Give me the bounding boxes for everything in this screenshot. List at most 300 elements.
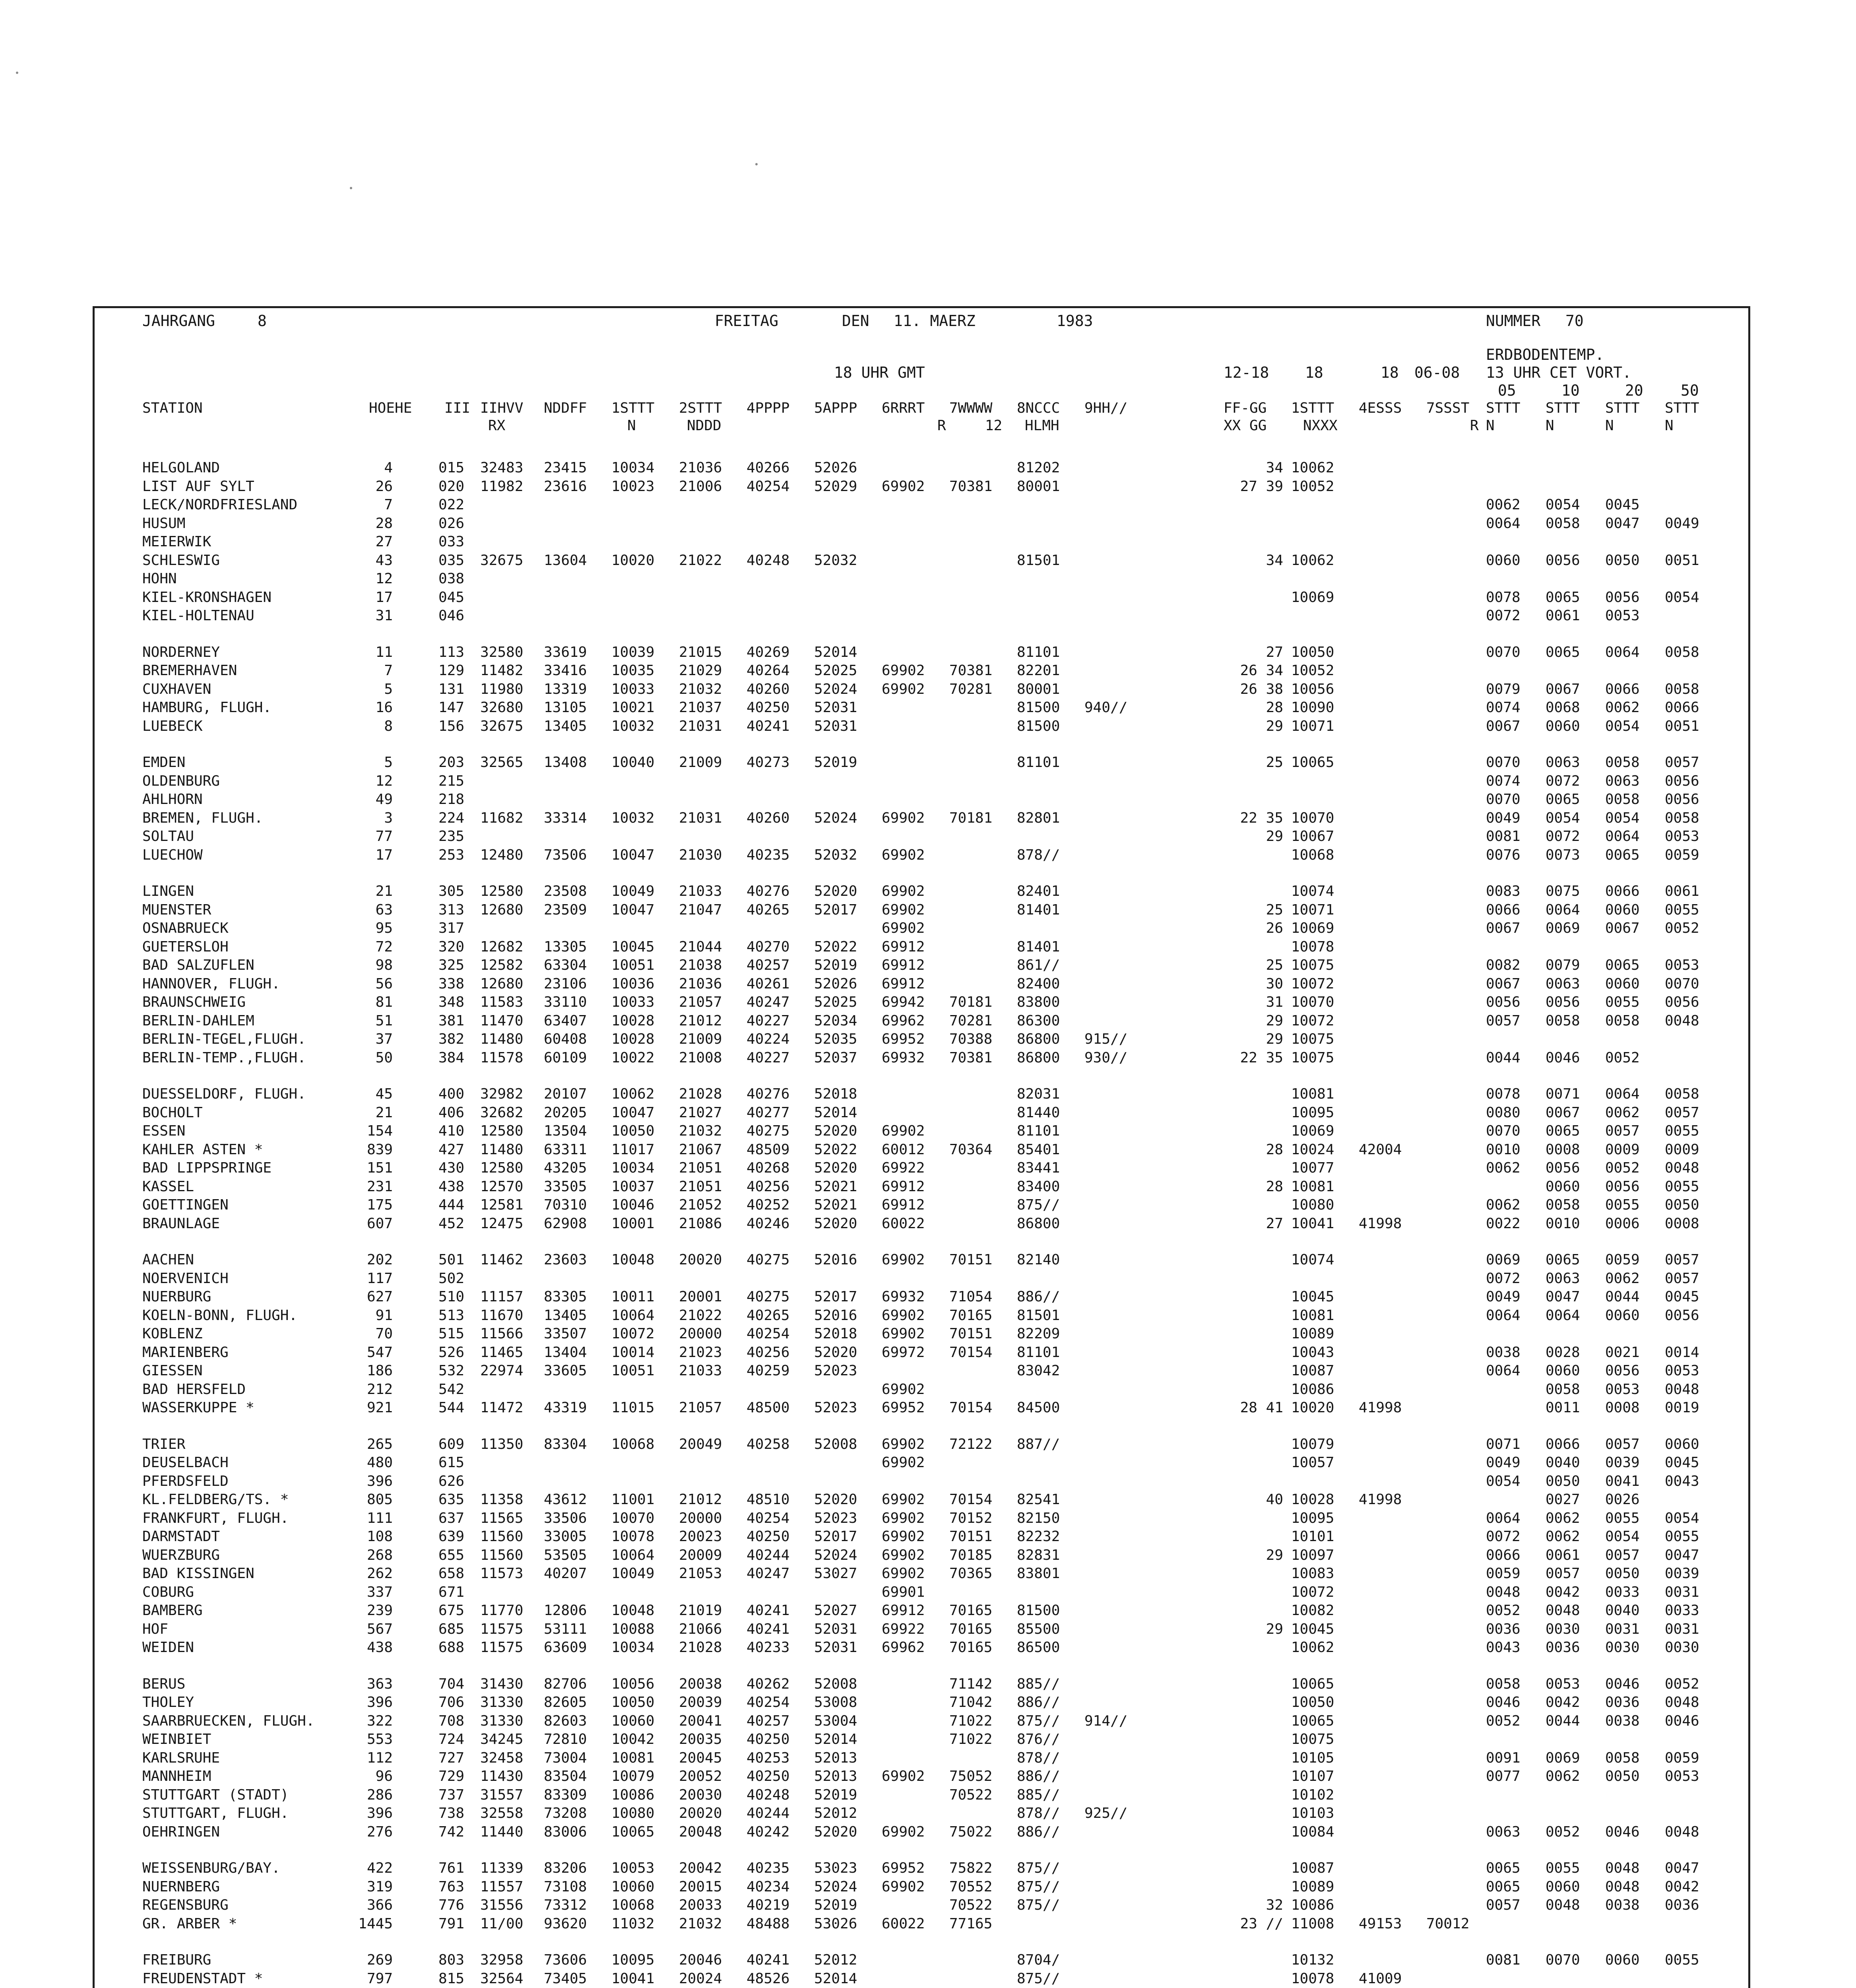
cell-station: COBURG: [142, 1584, 194, 1600]
table-row: [95, 1270, 1748, 1287]
cell-4pppp: 40246: [747, 1215, 790, 1232]
cell-ff-gg: 40: [1266, 1491, 1283, 1508]
cell-6rrrt: 69922: [882, 1621, 925, 1637]
cell-4pppp: 40256: [747, 1344, 790, 1361]
cell-sttt-10: 0063: [1546, 975, 1580, 992]
cell-iii: 513: [438, 1307, 464, 1324]
cell-sttt-50: 0058: [1665, 1086, 1699, 1102]
cell-2sttt: 20042: [679, 1860, 722, 1876]
cell-4pppp: 40253: [747, 1749, 790, 1766]
cell-5appp: 52024: [814, 681, 857, 697]
cell-iii: 038: [438, 571, 464, 587]
cell-4pppp: 40256: [747, 1178, 790, 1195]
cell-hoehe: 111: [367, 1510, 393, 1526]
cell-sttt-20: 0033: [1605, 1584, 1640, 1600]
cell-iihvv: 31330: [480, 1694, 524, 1710]
cell-sttt-05: 0036: [1486, 1621, 1520, 1637]
table-row: [95, 920, 1748, 937]
cell-sttt-50: 0053: [1665, 1363, 1699, 1379]
cell-station: WEISSENBURG/BAY.: [142, 1860, 280, 1876]
cell-ff-gg: 23 //: [1240, 1915, 1283, 1932]
cell-8nccc: 86300: [1017, 1012, 1060, 1029]
cell-station: ESSEN: [142, 1123, 186, 1139]
cell-5appp: 52013: [814, 1768, 857, 1784]
cell-station: NORDERNEY: [142, 644, 220, 660]
cell-5appp: 52021: [814, 1178, 857, 1195]
cell-1sttt-b: 10075: [1291, 1731, 1334, 1747]
table-row: [95, 1878, 1748, 1896]
cell-sttt-20: 0064: [1605, 1086, 1640, 1102]
cell-hoehe: 276: [367, 1823, 393, 1840]
cell-6rrrt: 69902: [882, 1326, 925, 1342]
sub-6rrrt: R: [937, 417, 946, 434]
cell-iii: 724: [438, 1731, 464, 1747]
cell-iihvv: 11575: [480, 1621, 524, 1637]
cell-sttt-50: 0019: [1665, 1400, 1699, 1416]
cell-sttt-10: 0048: [1546, 1602, 1580, 1619]
cell-8nccc: 85401: [1017, 1141, 1060, 1158]
cell-hoehe: 322: [367, 1712, 393, 1729]
cell-sttt-10: 0075: [1546, 883, 1580, 899]
cell-ff-gg: 29: [1266, 1621, 1283, 1637]
cell-iihvv: 31556: [480, 1897, 524, 1913]
table-row: [95, 975, 1748, 993]
cell-iihvv: 11980: [480, 681, 524, 697]
cell-iii: 235: [438, 828, 464, 845]
cell-iihvv: 11670: [480, 1307, 524, 1324]
cell-1sttt-b: 10075: [1291, 957, 1334, 973]
cell-2sttt: 21030: [679, 846, 722, 863]
cell-2sttt: 20045: [679, 1749, 722, 1766]
cell-sttt-20: 0053: [1605, 608, 1640, 624]
cell-sttt-10: 0066: [1546, 1436, 1580, 1452]
cell-sttt-10: 0062: [1546, 1510, 1580, 1526]
cell-iihvv: 11480: [480, 1031, 524, 1047]
cell-7wwww: 70364: [949, 1141, 993, 1158]
cell-1sttt-b: 10081: [1291, 1307, 1334, 1324]
cell-sttt-20: 0067: [1605, 920, 1640, 936]
cell-station: FREIBURG: [142, 1952, 211, 1968]
cell-iii: 046: [438, 608, 464, 624]
cell-7wwww: 70154: [949, 1400, 993, 1416]
cell-iii: 803: [438, 1952, 464, 1968]
cell-1sttt: 10047: [611, 846, 655, 863]
table-row: [95, 478, 1748, 495]
cell-1sttt-b: 10081: [1291, 1086, 1334, 1102]
cell-1sttt-b: 10065: [1291, 1712, 1334, 1729]
sub-2sttt: NDDD: [687, 417, 721, 434]
cell-nddff: 13504: [544, 1123, 587, 1139]
cell-ff-gg: 32: [1266, 1897, 1283, 1913]
col-sttt-05: STTT: [1486, 400, 1520, 416]
cell-8nccc: 81101: [1017, 1344, 1060, 1361]
cell-5appp: 52025: [814, 994, 857, 1010]
cell-sttt-20: 0058: [1605, 754, 1640, 771]
cell-sttt-10: 0065: [1546, 644, 1580, 660]
cell-5appp: 52022: [814, 938, 857, 955]
cell-1sttt: 10022: [611, 1049, 655, 1066]
cell-sttt-20: 0050: [1605, 552, 1640, 569]
table-row: [95, 1805, 1748, 1822]
cell-6rrrt: 69902: [882, 1878, 925, 1895]
cell-8nccc: 81101: [1017, 754, 1060, 771]
cell-sttt-05: 0079: [1486, 681, 1520, 697]
cell-6rrrt: 69922: [882, 1160, 925, 1176]
cell-2sttt: 21015: [679, 644, 722, 660]
cell-1sttt: 10039: [611, 644, 655, 660]
cell-sttt-10: 0057: [1546, 1565, 1580, 1582]
table-row: [95, 1454, 1748, 1472]
cell-hoehe: 154: [367, 1123, 393, 1139]
cell-1sttt: 10014: [611, 1344, 655, 1361]
cell-sttt-50: 0058: [1665, 644, 1699, 660]
cell-nddff: 83006: [544, 1823, 587, 1840]
jahrgang-value: 8: [258, 312, 267, 330]
cell-7wwww: 70165: [949, 1307, 993, 1324]
cell-9hh: 915//: [1084, 1031, 1128, 1047]
cell-sttt-20: 0060: [1605, 1307, 1640, 1324]
cell-6rrrt: 69962: [882, 1012, 925, 1029]
cell-4pppp: 40227: [747, 1049, 790, 1066]
cell-1sttt: 10070: [611, 1510, 655, 1526]
cell-iihvv: 32565: [480, 754, 524, 771]
cell-8nccc: 81501: [1017, 552, 1060, 569]
cell-2sttt: 20039: [679, 1694, 722, 1710]
cell-sttt-10: 0073: [1546, 846, 1580, 863]
cell-1sttt-b: 10057: [1291, 1454, 1334, 1471]
cell-hoehe: 26: [375, 478, 393, 495]
cell-sttt-10: 0055: [1546, 1860, 1580, 1876]
cell-5appp: 52020: [814, 883, 857, 899]
cell-hoehe: 7: [384, 497, 393, 513]
depth-05: 05: [1498, 382, 1516, 399]
cell-ff-gg: 28: [1266, 1141, 1283, 1158]
cell-4pppp: 40250: [747, 1731, 790, 1747]
table-row: [95, 699, 1748, 716]
cell-sttt-10: 0069: [1546, 1749, 1580, 1766]
cell-iihvv: 11565: [480, 1510, 524, 1526]
cell-6rrrt: 60022: [882, 1215, 925, 1232]
cell-5appp: 52017: [814, 901, 857, 918]
cell-sttt-20: 0057: [1605, 1547, 1640, 1563]
cell-ff-gg: 29: [1266, 718, 1283, 734]
cell-hoehe: 5: [384, 754, 393, 771]
cell-sttt-10: 0046: [1546, 1049, 1580, 1066]
cell-station: GUETERSLOH: [142, 938, 229, 955]
cell-4pppp: 40244: [747, 1547, 790, 1563]
cell-sttt-50: 0061: [1665, 883, 1699, 899]
table-row: [95, 1031, 1748, 1048]
cell-1sttt: 10051: [611, 957, 655, 973]
cell-1sttt-b: 10097: [1291, 1547, 1334, 1563]
cell-nddff: 63304: [544, 957, 587, 973]
cell-2sttt: 20009: [679, 1547, 722, 1563]
cell-station: BREMERHAVEN: [142, 662, 237, 679]
cell-4pppp: 40234: [747, 1878, 790, 1895]
cell-8nccc: 886//: [1017, 1768, 1060, 1784]
cell-iii: 609: [438, 1436, 464, 1452]
cell-hoehe: 21: [375, 883, 393, 899]
cell-sttt-20: 0064: [1605, 644, 1640, 660]
cell-nddff: 73108: [544, 1878, 587, 1895]
cell-1sttt: 10033: [611, 681, 655, 697]
cell-nddff: 43319: [544, 1400, 587, 1416]
cell-4pppp: 40265: [747, 1307, 790, 1324]
cell-2sttt: 21027: [679, 1104, 722, 1121]
cell-sttt-20: 0055: [1605, 1510, 1640, 1526]
cell-sttt-10: 0065: [1546, 791, 1580, 808]
cell-station: STUTTGART (STADT): [142, 1786, 289, 1803]
cell-hoehe: 16: [375, 699, 393, 716]
cell-sttt-05: 0065: [1486, 1878, 1520, 1895]
cell-hoehe: 396: [367, 1805, 393, 1821]
cell-sttt-05: 0072: [1486, 1528, 1520, 1545]
cell-1sttt-b: 10074: [1291, 883, 1334, 899]
cell-4pppp: 40219: [747, 1897, 790, 1913]
sub-ff-gg: XX GG: [1224, 417, 1267, 434]
table-row: [95, 1049, 1748, 1067]
cell-8nccc: 81401: [1017, 938, 1060, 955]
cell-7wwww: 70281: [949, 1012, 993, 1029]
cell-sttt-20: 0055: [1605, 1197, 1640, 1213]
cell-sttt-10: 0065: [1546, 1252, 1580, 1268]
cell-2sttt: 21008: [679, 1049, 722, 1066]
cell-1sttt-b: 10020: [1291, 1400, 1334, 1416]
sub-7wwww: 12: [985, 417, 1003, 434]
cell-hoehe: 268: [367, 1547, 393, 1563]
cell-8nccc: 86800: [1017, 1031, 1060, 1047]
cell-1sttt-b: 10069: [1291, 589, 1334, 606]
cell-5appp: 52023: [814, 1510, 857, 1526]
cell-hoehe: 27: [375, 534, 393, 550]
cell-1sttt-b: 10081: [1291, 1178, 1334, 1195]
cell-sttt-10: 0036: [1546, 1639, 1580, 1656]
cell-5appp: 53027: [814, 1565, 857, 1582]
cell-7wwww: 70165: [949, 1639, 993, 1656]
cell-ff-gg: 28: [1266, 699, 1283, 716]
cell-5appp: 53023: [814, 1860, 857, 1876]
cell-iii: 338: [438, 975, 464, 992]
cell-iii: 033: [438, 534, 464, 550]
cell-station: OLDENBURG: [142, 773, 220, 789]
cell-hoehe: 96: [375, 1768, 393, 1784]
cell-4pppp: 40250: [747, 699, 790, 716]
cell-5appp: 52014: [814, 1970, 857, 1987]
cell-sttt-20: 0058: [1605, 791, 1640, 808]
cell-nddff: 60408: [544, 1031, 587, 1047]
cell-iii: 384: [438, 1049, 464, 1066]
cell-iihvv: 34245: [480, 1731, 524, 1747]
cell-hoehe: 12: [375, 773, 393, 789]
table-row: [95, 994, 1748, 1011]
cell-7wwww: 70185: [949, 1547, 993, 1563]
cell-station: HELGOLAND: [142, 460, 220, 476]
cell-iii: 400: [438, 1086, 464, 1102]
cell-sttt-50: 0045: [1665, 1289, 1699, 1305]
cell-ff-gg: 29: [1266, 1012, 1283, 1029]
cell-sttt-05: 0069: [1486, 1252, 1520, 1268]
table-row: [95, 901, 1748, 919]
cell-ff-gg: 26: [1266, 920, 1283, 936]
cell-iihvv: 11575: [480, 1639, 524, 1656]
cell-iihvv: 12570: [480, 1178, 524, 1195]
cell-1sttt-b: 10074: [1291, 1252, 1334, 1268]
table-row: [95, 1085, 1748, 1103]
cell-iii: 430: [438, 1160, 464, 1176]
cell-sttt-05: 0081: [1486, 1952, 1520, 1968]
cell-8nccc: 86500: [1017, 1639, 1060, 1656]
cell-8nccc: 875//: [1017, 1970, 1060, 1987]
cell-2sttt: 21028: [679, 1086, 722, 1102]
cell-sttt-20: 0021: [1605, 1344, 1640, 1361]
cell-8nccc: 8704/: [1017, 1952, 1060, 1968]
cell-iii: 671: [438, 1584, 464, 1600]
cell-hoehe: 151: [367, 1160, 393, 1176]
cell-nddff: 13105: [544, 699, 587, 716]
cell-1sttt-b: 10086: [1291, 1381, 1334, 1398]
cell-sttt-05: 0066: [1486, 1547, 1520, 1563]
cell-hoehe: 12: [375, 571, 393, 587]
cell-6rrrt: 69902: [882, 1491, 925, 1508]
cell-1sttt-b: 10071: [1291, 901, 1334, 918]
cell-iihvv: 11472: [480, 1400, 524, 1416]
cell-6rrrt: 69902: [882, 1436, 925, 1452]
cell-ff-gg: 29: [1266, 1031, 1283, 1047]
cell-sttt-05: 0067: [1486, 718, 1520, 734]
cell-sttt-05: 0070: [1486, 644, 1520, 660]
cell-nddff: 33005: [544, 1528, 587, 1545]
cell-station: SAARBRUECKEN, FLUGH.: [142, 1712, 315, 1729]
cell-1sttt-b: 10072: [1291, 1584, 1334, 1600]
cell-nddff: 70310: [544, 1197, 587, 1213]
cell-2sttt: 21032: [679, 1915, 722, 1932]
cell-sttt-05: 0038: [1486, 1344, 1520, 1361]
cell-sttt-50: 0056: [1665, 1307, 1699, 1324]
cell-iii: 020: [438, 478, 464, 495]
column-subheader-row: [95, 417, 1748, 435]
cell-4pppp: 40235: [747, 1860, 790, 1876]
cell-2sttt: 21012: [679, 1491, 722, 1508]
cell-8nccc: 82201: [1017, 662, 1060, 679]
cell-ff-gg: 28: [1266, 1178, 1283, 1195]
cell-2sttt: 21006: [679, 478, 722, 495]
cell-5appp: 52008: [814, 1675, 857, 1692]
cell-station: SCHLESWIG: [142, 552, 220, 569]
cell-iii: 444: [438, 1197, 464, 1213]
cell-2sttt: 21051: [679, 1160, 722, 1176]
cell-iihvv: 32564: [480, 1970, 524, 1987]
cell-hoehe: 186: [367, 1363, 393, 1379]
table-row: [95, 533, 1748, 551]
cell-sttt-20: 0062: [1605, 699, 1640, 716]
cell-iihvv: 11982: [480, 478, 524, 495]
cell-hoehe: 607: [367, 1215, 393, 1232]
cell-sttt-10: 0072: [1546, 828, 1580, 845]
cell-1sttt-b: 10084: [1291, 1823, 1334, 1840]
cell-sttt-05: 0064: [1486, 1307, 1520, 1324]
table-row: [95, 1473, 1748, 1490]
cell-1sttt-b: 10089: [1291, 1326, 1334, 1342]
cell-7wwww: 75052: [949, 1768, 993, 1784]
cell-sttt-20: 0041: [1605, 1473, 1640, 1489]
cell-sttt-20: 0065: [1605, 846, 1640, 863]
column-header-row: [95, 400, 1748, 417]
cell-iihvv: 11566: [480, 1326, 524, 1342]
cell-2sttt: 20033: [679, 1897, 722, 1913]
cell-8nccc: 80001: [1017, 478, 1060, 495]
cell-station: CUXHAVEN: [142, 681, 211, 697]
cell-4pppp: 40241: [747, 1621, 790, 1637]
cell-5appp: 52018: [814, 1326, 857, 1342]
cell-iii: 438: [438, 1178, 464, 1195]
cell-6rrrt: 69912: [882, 938, 925, 955]
cell-7wwww: 71142: [949, 1675, 993, 1692]
cell-station: SOLTAU: [142, 828, 194, 845]
cell-iii: 015: [438, 460, 464, 476]
cell-6rrrt: 69932: [882, 1289, 925, 1305]
cell-5appp: 52019: [814, 1897, 857, 1913]
cell-6rrrt: 69902: [882, 1381, 925, 1398]
cell-5appp: 52026: [814, 460, 857, 476]
cell-nddff: 73312: [544, 1897, 587, 1913]
cell-nddff: 33416: [544, 662, 587, 679]
cell-1sttt-b: 10070: [1291, 994, 1334, 1010]
cell-8nccc: 875//: [1017, 1712, 1060, 1729]
cell-sttt-20: 0031: [1605, 1621, 1640, 1637]
cell-sttt-05: 0049: [1486, 810, 1520, 826]
table-row: [95, 1528, 1748, 1545]
cell-1sttt: 11032: [611, 1915, 655, 1932]
cell-1sttt: 10034: [611, 1639, 655, 1656]
cell-5appp: 52020: [814, 1344, 857, 1361]
cell-1sttt: 10080: [611, 1805, 655, 1821]
cell-iihvv: 11470: [480, 1012, 524, 1029]
cell-4pppp: 40247: [747, 994, 790, 1010]
table-row: [95, 1325, 1748, 1343]
cell-station: HAMBURG, FLUGH.: [142, 699, 272, 716]
cell-sttt-20: 0053: [1605, 1381, 1640, 1398]
cell-2sttt: 20052: [679, 1768, 722, 1784]
cell-sttt-50: 0043: [1665, 1473, 1699, 1489]
cell-station: BREMEN, FLUGH.: [142, 810, 263, 826]
cell-station: BAD HERSFELD: [142, 1381, 246, 1398]
cell-station: WASSERKUPPE *: [142, 1400, 254, 1416]
cell-1sttt: 10050: [611, 1123, 655, 1139]
cell-1sttt: 10011: [611, 1289, 655, 1305]
cell-1sttt: 10088: [611, 1621, 655, 1637]
cell-1sttt: 10041: [611, 1970, 655, 1987]
cell-4pppp: 40257: [747, 1712, 790, 1729]
cell-sttt-10: 0060: [1546, 1878, 1580, 1895]
cell-sttt-50: 0048: [1665, 1823, 1699, 1840]
cell-ff-gg: 22 35: [1240, 810, 1283, 826]
cell-station: BERLIN-TEMP.,FLUGH.: [142, 1049, 306, 1066]
cell-nddff: 33506: [544, 1510, 587, 1526]
cell-1sttt: 10036: [611, 975, 655, 992]
cell-sttt-50: 0048: [1665, 1160, 1699, 1176]
cell-2sttt: 21053: [679, 1565, 722, 1582]
cell-hoehe: 31: [375, 608, 393, 624]
cell-station: NOERVENICH: [142, 1270, 229, 1287]
table-row: [95, 1012, 1748, 1030]
cell-station: BRAUNLAGE: [142, 1215, 220, 1232]
weekday: FREITAG: [715, 312, 779, 330]
cell-6rrrt: 69902: [882, 1528, 925, 1545]
cell-sttt-20: 0058: [1605, 1012, 1640, 1029]
cell-station: OEHRINGEN: [142, 1823, 220, 1840]
cell-sttt-05: 0067: [1486, 920, 1520, 936]
cell-nddff: 33314: [544, 810, 587, 826]
